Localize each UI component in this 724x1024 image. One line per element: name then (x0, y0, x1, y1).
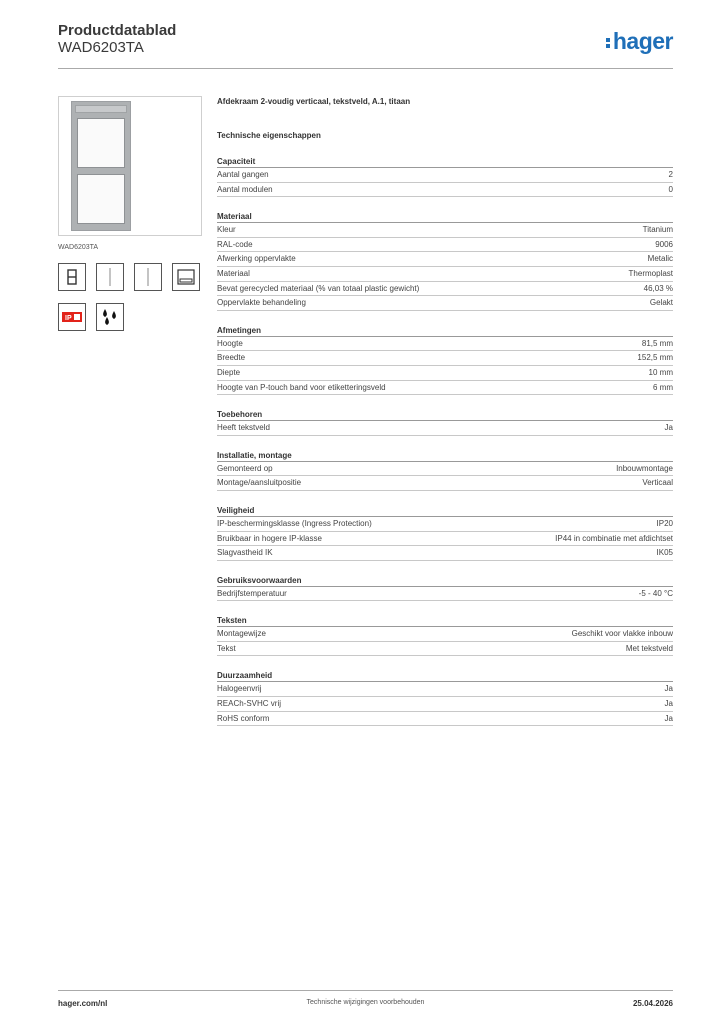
section-title: Gebruiksvoorwaarden (217, 575, 673, 587)
spec-section (217, 325, 673, 395)
spec-row (217, 337, 673, 352)
spec-label: Hoogte van P-touch band voor etiketteringsveld (217, 382, 386, 392)
spec-section (217, 156, 673, 197)
spec-row (217, 476, 673, 491)
footer-disclaimer: Technische wijzigingen voorbehouden (306, 999, 425, 1006)
footer-divider (58, 990, 673, 991)
spec-section (217, 615, 673, 656)
product-image (58, 96, 202, 236)
spec-row (217, 223, 673, 238)
spec-label: Bruikbaar in hogere IP-klasse (217, 533, 322, 543)
spec-row (217, 168, 673, 183)
spec-label: Hoogte (217, 338, 243, 348)
spec-value: Inbouwmontage (616, 463, 673, 473)
spec-value: Gelakt (649, 298, 673, 308)
spec-section (217, 211, 673, 311)
section-title: Capaciteit (217, 156, 673, 168)
section-title: Toebehoren (217, 409, 673, 421)
line-icon (96, 263, 124, 291)
spec-label: Bedrijfstemperatuur (217, 588, 287, 598)
ip-rating-icon (58, 303, 86, 331)
spec-section (217, 505, 673, 561)
spec-section (217, 575, 673, 602)
spec-row (217, 296, 673, 311)
spec-value: IP44 in combinatie met afdichtset (555, 533, 673, 543)
line-icon (134, 263, 162, 291)
feature-icons-row-2 (58, 303, 203, 331)
spec-row (217, 462, 673, 477)
section-title: Materiaal (217, 211, 673, 223)
section-title: Teksten (217, 615, 673, 627)
spec-label: Afwerking oppervlakte (217, 254, 296, 264)
spec-row (217, 682, 673, 697)
spec-value: 2 (668, 170, 673, 179)
spec-label: Heeft tekstveld (217, 423, 270, 433)
spec-row (217, 238, 673, 253)
spec-value: 46,03 % (643, 283, 673, 293)
spec-value: Geschikt voor vlakke inbouw (571, 629, 673, 639)
spec-value: Titanium (642, 225, 673, 235)
spec-row (217, 282, 673, 297)
spec-label: REACh-SVHC vrij (217, 699, 282, 709)
product-description: Afdekraam 2-voudig verticaal, tekstveld, A.1, titaan (217, 97, 411, 106)
spec-label: Montagewijze (217, 629, 266, 639)
spec-label: Montage/aansluitpositie (217, 478, 302, 488)
section-title: Installatie, montage (217, 450, 673, 462)
page-header (58, 22, 673, 68)
spec-label: Kleur (217, 225, 236, 235)
spec-value: -5 - 40 °C (638, 588, 673, 598)
water-drops-icon (96, 303, 124, 331)
spec-value: Ja (664, 713, 673, 723)
spec-row (217, 351, 673, 366)
image-caption: WAD6203TA (58, 244, 99, 251)
spec-value: IK05 (656, 548, 673, 558)
spec-value: 6 mm (653, 382, 673, 392)
spec-row (217, 517, 673, 532)
spec-label: Halogeenvrij (217, 684, 262, 694)
spec-label: Bevat gerecycled materiaal (% van totaal plastic gewicht) (217, 283, 420, 293)
spec-label: IP-beschermingsklasse (Ingress Protection) (217, 518, 372, 528)
spec-label: Materiaal (217, 268, 250, 278)
spec-label: Oppervlakte behandeling (217, 298, 306, 308)
header-divider (58, 68, 673, 69)
spec-value: Ja (664, 423, 673, 433)
spec-row (217, 421, 673, 436)
spec-label: RoHS conform (217, 713, 270, 723)
spec-row (217, 587, 673, 602)
spec-row (217, 627, 673, 642)
frame-plate-illustration (71, 101, 131, 231)
spec-row (217, 366, 673, 381)
spec-label: Slagvastheid IK (217, 548, 273, 558)
spec-row (217, 546, 673, 561)
spec-value: Thermoplast (628, 268, 673, 278)
spec-row (217, 712, 673, 727)
spec-value: 81,5 mm (641, 338, 673, 348)
spec-section (217, 450, 673, 491)
spec-row (217, 252, 673, 267)
spec-label: Breedte (217, 353, 246, 363)
spec-value: Verticaal (642, 478, 673, 488)
section-title: Duurzaamheid (217, 670, 673, 682)
footer-date: 25.04.2026 (632, 999, 673, 1008)
spec-sections (217, 156, 673, 726)
frame-opening-bottom (77, 174, 125, 224)
spec-row (217, 697, 673, 712)
spec-value: IP20 (656, 518, 673, 528)
spec-label: Aantal modulen (217, 184, 273, 194)
tech-properties-heading: Technische eigenschappen (217, 131, 321, 140)
spec-value: Ja (664, 699, 673, 709)
product-sidebar (58, 96, 203, 331)
spec-section (217, 670, 673, 726)
spec-label: Gemonteerd op (217, 463, 273, 473)
spec-row (217, 183, 673, 198)
hager-logo (606, 28, 673, 55)
spec-label: Aantal gangen (217, 170, 269, 179)
footer-website: hager.com/nl (58, 999, 108, 1008)
spec-value: 0 (668, 184, 673, 194)
text-strip (75, 105, 127, 113)
spec-value: Metalic (647, 254, 673, 264)
section-title: Afmetingen (217, 325, 673, 337)
vertical-2-gang-icon (58, 263, 86, 291)
logo-dots-icon (606, 36, 611, 50)
spec-value: Ja (664, 684, 673, 694)
logo-text: hager (612, 28, 673, 54)
frame-opening-top (77, 118, 125, 168)
spec-value: 9006 (655, 239, 673, 249)
feature-icons-row (58, 263, 203, 291)
spec-value: 152,5 mm (637, 353, 673, 363)
spec-row (217, 267, 673, 282)
page-footer (58, 990, 673, 1020)
spec-row (217, 381, 673, 396)
spec-section (217, 409, 673, 436)
spec-row (217, 532, 673, 547)
spec-label: Tekst (217, 643, 236, 653)
text-field-icon (172, 263, 200, 291)
spec-label: RAL-code (217, 239, 253, 249)
spec-value: 10 mm (648, 367, 673, 377)
section-title: Veiligheid (217, 505, 673, 517)
page-title: Productdatablad (58, 22, 177, 39)
spec-row (217, 642, 673, 657)
specifications (217, 96, 673, 726)
spec-label: Diepte (217, 367, 241, 377)
spec-value: Met tekstveld (625, 643, 673, 653)
product-code: WAD6203TA (58, 39, 144, 56)
ip-badge-text: IP (65, 315, 72, 322)
